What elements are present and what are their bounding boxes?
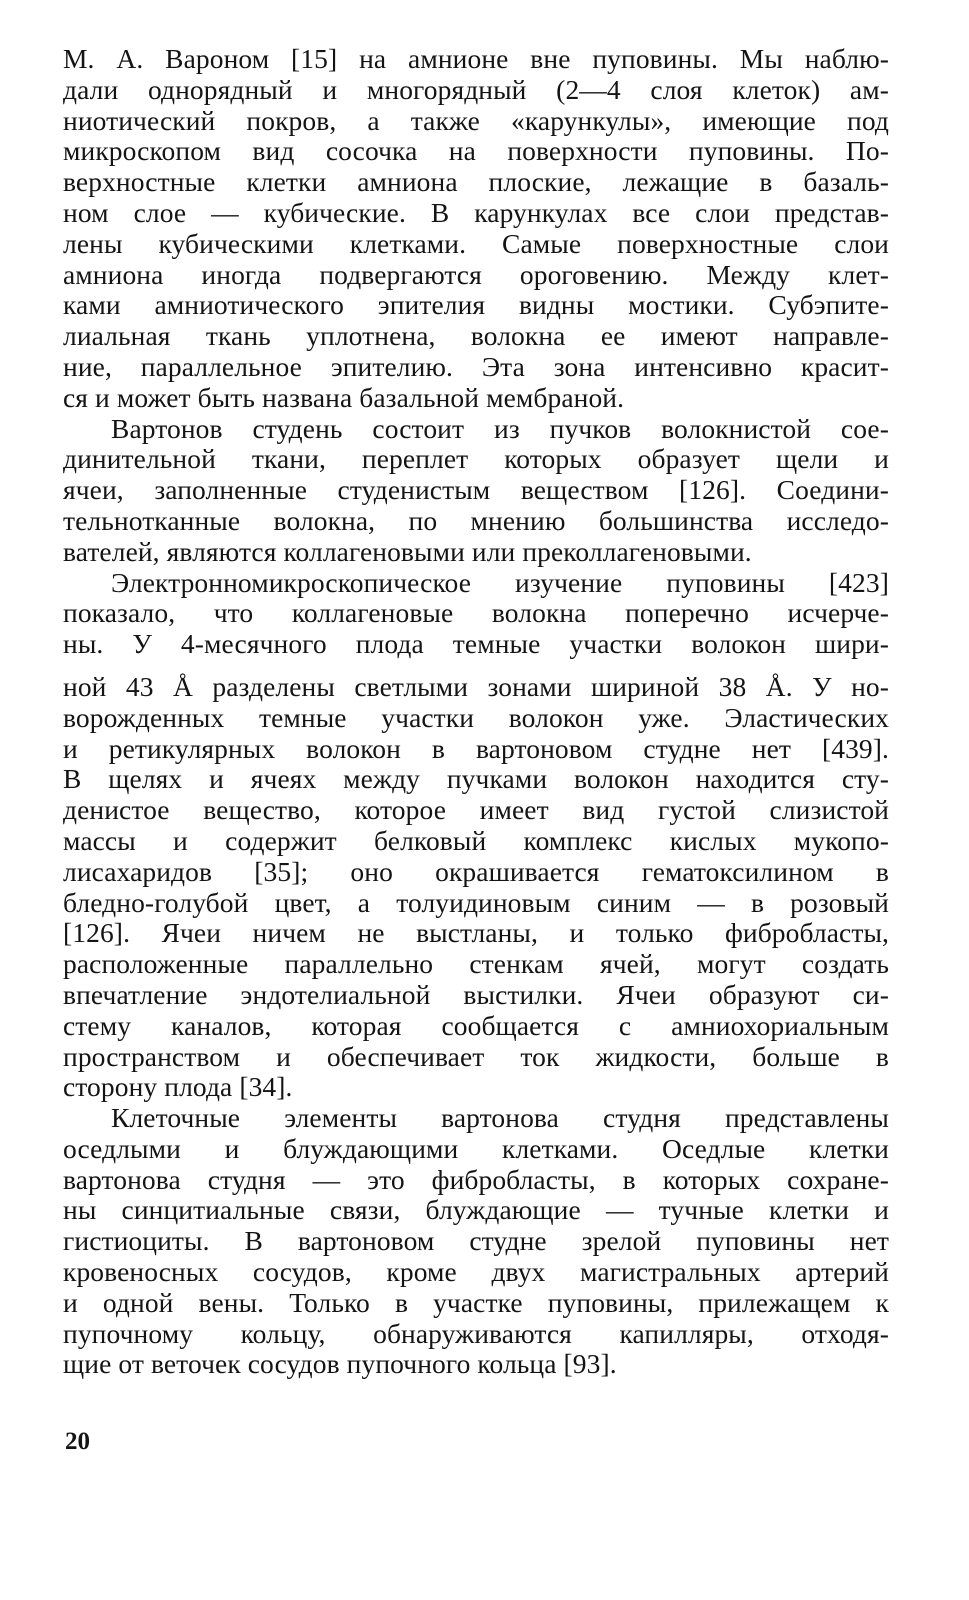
text-line: ячеи, заполненные студенистым веществом [126]. Соедини- (63, 475, 889, 506)
text-line: ны. У 4-месячного плода темные участки волокон шири- (63, 629, 889, 660)
text-line: расположенные параллельно стенкам ячей, могут создать (63, 949, 889, 980)
text-line: тельнотканные волокна, по мнению большинства исследо- (63, 505, 889, 536)
paragraph-1 (63, 44, 889, 414)
text-line: амниона иногда подвергаются ороговению. Между клет- (63, 259, 889, 290)
text-line: бледно-голубой цвет, а толуидиновым синим — в розовый (63, 887, 889, 918)
text-line: ками амниотического эпителия видны мостики. Субэпите- (63, 290, 889, 321)
text-line: пупочному кольцу, обнаруживаются капилляры, отходя- (63, 1318, 889, 1349)
page-number: 20 (65, 1428, 90, 1455)
text-line: вателей, являются коллагеновыми или преколлагеновыми. (63, 536, 752, 567)
text-line: и одной вены. Только в участке пуповины, прилежащем к (63, 1287, 889, 1318)
text-line: оседлыми и блуждающими клетками. Оседлые клетки (63, 1133, 889, 1164)
text-line: дали однорядный и многорядный (2—4 слоя клеток) ам- (63, 74, 889, 105)
text-line: лиальная ткань уплотнена, волокна ее имеют направле- (63, 321, 889, 352)
paragraph-4 (63, 1103, 889, 1380)
text-line: стему каналов, которая сообщается с амниохориальным (63, 1010, 889, 1041)
text-line: кровеносных сосудов, кроме двух магистральных артерий (63, 1257, 889, 1288)
text-line: ниотический покров, а также «карункулы», имеющие под (63, 105, 889, 136)
text-line: [126]. Ячеи ничем не выстланы, и только фибробласты, (63, 918, 889, 949)
text-line: верхностные клетки амниона плоские, лежащие в базаль- (63, 167, 889, 198)
text-line: Вартонов студень состоит из пучков волокнистой сое- (111, 413, 889, 444)
text-line: ворожденных темные участки волокон уже. Эластических (63, 702, 889, 733)
text-line: ся и может быть названа базальной мембраной. (63, 382, 625, 413)
text-line: ны синцитиальные связи, блуждающие — тучные клетки и (63, 1195, 889, 1226)
text-line: массы и содержит белковый комплекс кислых мукопо- (63, 825, 889, 856)
text-line: ние, параллельное эпителию. Эта зона интенсивно красит- (63, 351, 889, 382)
text-line: гистиоциты. В вартоновом студне зрелой пуповины нет (63, 1226, 889, 1257)
text-line: ном слое — кубические. В карункулах все слои представ- (63, 197, 889, 228)
text-line: динительной ткани, переплет которых образует щели и (63, 444, 889, 475)
text-line: В щелях и ячеях между пучками волокон находится сту- (63, 764, 889, 795)
text-line: и ретикулярных волокон в вартоновом студне нет [439]. (63, 733, 889, 764)
text-line: лисахаридов [35]; оно окрашивается гематоксилином в (63, 856, 889, 887)
text-line: щие от веточек сосудов пупочного кольца [93]. (63, 1349, 617, 1380)
text-line: впечатление эндотелиальной выстилки. Ячеи образуют си- (63, 979, 889, 1010)
text-line: денистое вещество, которое имеет вид густой слизистой (63, 795, 889, 826)
text-line: лены кубическими клетками. Самые поверхностные слои (63, 228, 889, 259)
text-line: ной 43 Å разделены светлыми зонами шириной 38 Å. У но- (63, 671, 889, 702)
text-line: М. А. Вароном [15] на амнионе вне пуповины. Мы наблю- (63, 44, 889, 74)
paragraph-3 (63, 568, 889, 1104)
paragraph-2 (63, 414, 889, 568)
text-line: микроскопом вид сосочка на поверхности пуповины. По- (63, 136, 889, 167)
text-line: показало, что коллагеновые волокна поперечно исчерче- (63, 598, 889, 629)
page-text (63, 44, 889, 1380)
text-line: Клеточные элементы вартонова студня представлены (111, 1103, 889, 1134)
text-line: сторону плода [34]. (63, 1072, 293, 1103)
text-line: пространством и обеспечивает ток жидкости, больше в (63, 1041, 889, 1072)
text-line: Электронномикроскопическое изучение пуповины [423] (111, 567, 889, 598)
text-line: вартонова студня — это фибробласты, в которых сохране- (63, 1164, 889, 1195)
